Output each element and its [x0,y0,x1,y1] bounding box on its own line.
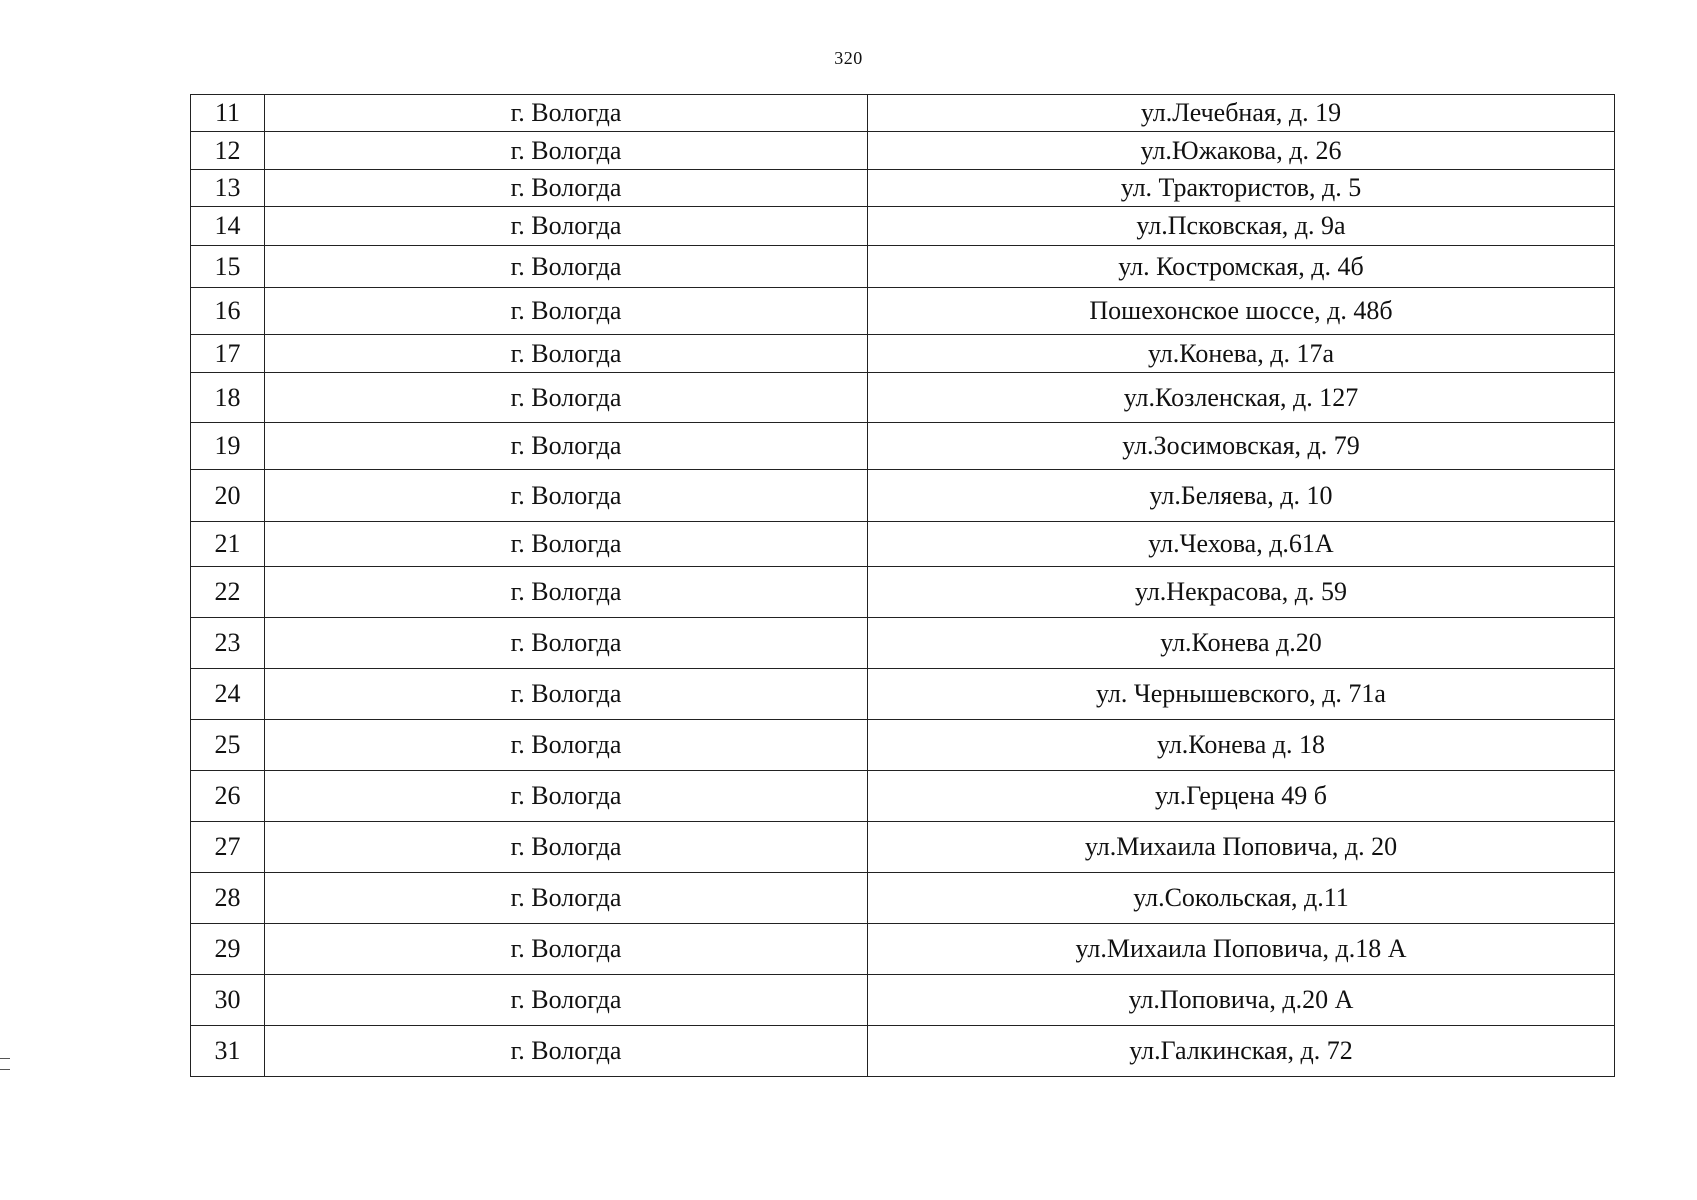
address-cell: ул.Конева д. 18 [868,720,1615,771]
address-cell: ул.Псковская, д. 9а [868,207,1615,246]
city-cell: г. Вологда [265,822,868,873]
table-row [191,373,1615,423]
table-row [191,1026,1615,1077]
table-row [191,567,1615,618]
address-cell: ул.Козленская, д. 127 [868,373,1615,423]
row-number-cell: 17 [191,335,265,373]
row-number-cell: 11 [191,95,265,132]
table-row [191,95,1615,132]
row-number-cell: 30 [191,975,265,1026]
row-number-cell: 12 [191,132,265,170]
city-cell: г. Вологда [265,618,868,669]
table-row [191,132,1615,170]
row-number-cell: 21 [191,522,265,567]
row-number-cell: 19 [191,423,265,470]
table-row [191,170,1615,207]
table-row [191,335,1615,373]
table-row [191,470,1615,522]
address-cell: ул.Беляева, д. 10 [868,470,1615,522]
row-number-cell: 18 [191,373,265,423]
table-row [191,822,1615,873]
table-row [191,720,1615,771]
city-cell: г. Вологда [265,170,868,207]
city-cell: г. Вологда [265,669,868,720]
margin-mark [0,1058,10,1059]
table-row [191,618,1615,669]
row-number-cell: 15 [191,246,265,288]
address-cell: ул.Зосимовская, д. 79 [868,423,1615,470]
table-row [191,873,1615,924]
address-cell: ул.Конева, д. 17а [868,335,1615,373]
row-number-cell: 14 [191,207,265,246]
city-cell: г. Вологда [265,246,868,288]
row-number-cell: 24 [191,669,265,720]
page-number: 320 [834,48,863,68]
address-cell: Пошехонское шоссе, д. 48б [868,288,1615,335]
address-cell: ул.Галкинская, д. 72 [868,1026,1615,1077]
row-number-cell: 26 [191,771,265,822]
address-cell: ул.Конева д.20 [868,618,1615,669]
table-row [191,423,1615,470]
city-cell: г. Вологда [265,1026,868,1077]
city-cell: г. Вологда [265,924,868,975]
address-cell: ул.Михаила Поповича, д. 20 [868,822,1615,873]
table-row [191,924,1615,975]
city-cell: г. Вологда [265,423,868,470]
row-number-cell: 22 [191,567,265,618]
table-row [191,246,1615,288]
address-cell: ул.Южакова, д. 26 [868,132,1615,170]
city-cell: г. Вологда [265,975,868,1026]
margin-marks [0,1058,10,1080]
table-row [191,771,1615,822]
city-cell: г. Вологда [265,470,868,522]
row-number-cell: 25 [191,720,265,771]
address-table-body [191,95,1615,1077]
city-cell: г. Вологда [265,132,868,170]
city-cell: г. Вологда [265,522,868,567]
city-cell: г. Вологда [265,95,868,132]
row-number-cell: 16 [191,288,265,335]
city-cell: г. Вологда [265,873,868,924]
row-number-cell: 29 [191,924,265,975]
city-cell: г. Вологда [265,720,868,771]
table-row [191,522,1615,567]
city-cell: г. Вологда [265,335,868,373]
table-row [191,975,1615,1026]
city-cell: г. Вологда [265,567,868,618]
address-cell: ул.Лечебная, д. 19 [868,95,1615,132]
city-cell: г. Вологда [265,771,868,822]
row-number-cell: 20 [191,470,265,522]
address-cell: ул.Сокольская, д.11 [868,873,1615,924]
margin-mark [0,1069,10,1070]
table-row [191,207,1615,246]
address-table-container [190,94,1614,1077]
address-cell: ул.Герцена 49 б [868,771,1615,822]
city-cell: г. Вологда [265,373,868,423]
row-number-cell: 31 [191,1026,265,1077]
table-row [191,669,1615,720]
address-cell: ул.Чехова, д.61А [868,522,1615,567]
address-cell: ул.Некрасова, д. 59 [868,567,1615,618]
row-number-cell: 27 [191,822,265,873]
row-number-cell: 28 [191,873,265,924]
row-number-cell: 13 [191,170,265,207]
address-cell: ул. Чернышевского, д. 71а [868,669,1615,720]
row-number-cell: 23 [191,618,265,669]
address-cell: ул. Костромская, д. 4б [868,246,1615,288]
address-cell: ул.Михаила Поповича, д.18 А [868,924,1615,975]
city-cell: г. Вологда [265,288,868,335]
table-row [191,288,1615,335]
address-cell: ул. Трактористов, д. 5 [868,170,1615,207]
address-cell: ул.Поповича, д.20 А [868,975,1615,1026]
city-cell: г. Вологда [265,207,868,246]
address-table [190,94,1615,1077]
